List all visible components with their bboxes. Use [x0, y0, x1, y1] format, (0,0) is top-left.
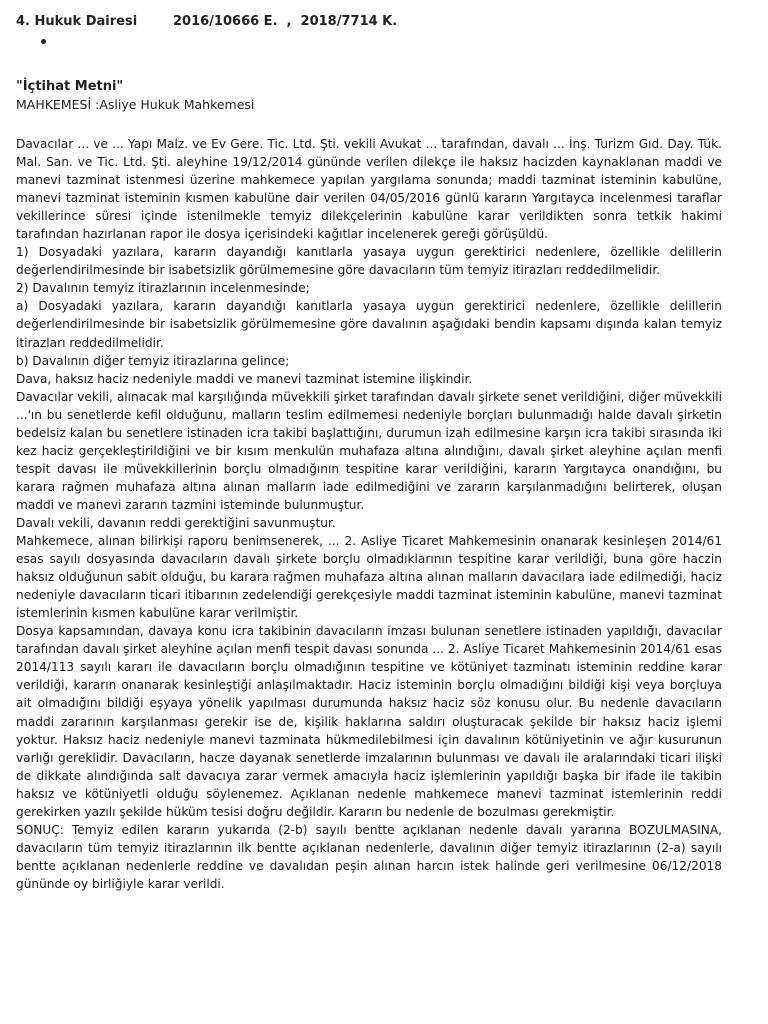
paragraph-assessment: Dosya kapsamından, davaya konu icra takibinin davacıların imzası bulunan senetlere istinaden yapıldığı, davacılar tarafından davalı şirket aleyhine açılan menfi tespit davası sonunda ... 2. Asliye Ticaret Mahkemesinin 2014/61 esas 2014/113 sayılı kararı ile davacıların borçlu olmadığının tespitine ve kötüniyet tazminatı isteminin reddine karar verildiği, kararın onanarak kesinleştiği anlaşılmaktadır. Haciz isteminin borçlu olmadığını bildiği kişi veya borçluya ait olmadığını bildiği eşyaya yönelik yapılması durumunda haksız haciz söz konusu olur. Bu nedenle davacıların maddi zararının karşılanması gerekir ise de, kişilik haklarına saldırı oluşturacak şekilde bir haksız haciz işlemi yoktur. Haksız haciz nedeniyle manevi tazminata hükmedilebilmesi için davalının kötüniyetinin ve ağır kusurunun varlığı gereklidir. Davacıların, hacze dayanak senetlerde imzalarının bulunması ve davalı ile aralarındaki ticari ilişki de dikkate alındığında salt davacıya zarar vermek amacıyla haciz işlemlerinin yapıldığı başka bir ifade ile takibin haksız ve kötüniyetli olduğu söylenemez. Açıklanan nedenle mahkemece manevi tazminat istemlerinin reddi gerekirken yazılı şekilde hüküm tesisi doğru değildir. Kararın bu nedenle de bozulması gerekmiştir.	[16, 624, 722, 819]
paragraph-defendant-defense: Davalı vekili, davanın reddi gerektiğini savunmuştur.	[16, 515, 336, 530]
paragraph-conclusion: SONUÇ: Temyiz edilen kararın yukarıda (2-b) sayılı bentte açıklanan nedenle davalı yararına BOZULMASINA, davacıların tüm temyiz itirazlarının ilk bentte açıklanan nedenlerle, davalının diğer temyiz itirazlarının (2-a) sayılı bentte açıklanan nedenlerle reddine ve davalıdan peşin alınan harcın istek halinde geri verilmesine 06/12/2018 gününde oy birliğiyle karar verildi.	[16, 822, 722, 891]
paragraph-item-2: 2) Davalının temyiz itirazlarının incelenmesinde;	[16, 281, 310, 296]
paragraph-case-subject: Dava, haksız haciz nedeniyle maddi ve manevi tazminat istemine ilişkindir.	[16, 371, 473, 386]
paragraph-court-ruling: Mahkemece, alınan bilirkişi raporu benimsenerek, ... 2. Asliye Ticaret Mahkemesinin onanarak kesinleşen 2014/61 esas sayılı dosyasında davacıların davalı şirkete borçlu olmadıklarının tespitine karar verildiği, buna göre haczin haksız olduğunun sabit olduğu, bu karara rağmen muhafaza altına alınan malların davacılara iade edilmediği, haciz nedeniyle davacıların ticari itibarının zedelendiği gerekçesiyle maddi tazminat isteminin kabulüne, manevi tazminat istemlerinin kısmen kabulüne karar verilmiştir.	[16, 534, 722, 621]
bullet-dot	[41, 39, 46, 44]
document-header	[16, 14, 397, 29]
paragraph-intro: Davacılar ... ve ... Yapı Malz. ve Ev Gere. Tic. Ltd. Şti. vekili Avukat ... tarafından, davalı ... İnş. Turizm Gıd. Day. Tük. Mal. San. ve Tic. Ltd. Şti. aleyhine 19/12/2014 gününde verilen dilekçe ile haksız hacizden kaynaklanan maddi ve manevi tazminat istenmesi üzerine mahkemece yapılan yargılama sonunda; maddi tazminat isteminin kabulüne, manevi tazminat isteminin kısmen kabulüne dair verilen 04/05/2016 günlü kararın Yargıtayca incelenmesi taraflar vekillerince süresi içinde istenilmekle temyiz dilekçelerinin kabulüne karar verildikten sonra tetkik hakimi tarafından hazırlanan rapor ile dosya içerisindeki kağıtlar incelenerek gereği görüşüldü.	[16, 137, 722, 242]
decision-text	[16, 135, 722, 893]
court-name: MAHKEMESİ :Asliye Hukuk Mahkemesi	[16, 97, 255, 112]
paragraph-item-2b: b) Davalının diğer temyiz itirazlarına gelince;	[16, 353, 290, 368]
case-numbers: 2016/10666 E. , 2018/7714 K.	[173, 14, 398, 29]
paragraph-plaintiff-claim: Davacılar vekili, alınacak mal karşılığında müvekkili şirket tarafından davalı şirkete senet verildiğini, diğer müvekkili ...'ın bu senetlerde kefil olduğunu, malların teslim edilmemesi nedeniyle borçları bulunmadığı halde davalı şirketin bedelsiz kalan bu senetlere istinaden icra takibi başlattığını, durumun izah edilmesine karşın icra takibi sırasında iki kez haciz gerçekleştirildiğini ve bir kısım menkulün muhafaza altına alındığını, davalı şirket aleyhine açılan menfi tespit davası ile müvekkillerinin borçlu olmadığının tespitine karar verildiğini, kararın Yargıtayca onandığını, bu karara rağmen muhafaza altına alınan malların iade edilmediğini ve zararın karşılanmadığını belirterek, oluşan maddi ve manevi zararın tazmini isteminde bulunmuştur.	[16, 389, 722, 512]
chamber-name: 4. Hukuk Dairesi	[16, 14, 138, 29]
document-title: "İçtihat Metni"	[16, 79, 124, 94]
paragraph-item-1: 1) Dosyadaki yazılara, kararın dayandığı kanıtlarla yasaya uygun gerektirici nedenlere, özellikle delillerin değerlendirilmesinde bir isabetsizlik görülmemesine göre davacıların tüm temyiz itirazları reddedilmelidir.	[16, 245, 722, 278]
paragraph-item-2a: a) Dosyadaki yazılara, kararın dayandığı kanıtlarla yasaya uygun gerektirici nedenlere, özellikle delillerin değerlendirilmesinde bir isabetsizlik görülmemesine göre davalının aşağıdaki bendin kapsamı dışında kalan temyiz itirazları reddedilmelidir.	[16, 299, 722, 350]
